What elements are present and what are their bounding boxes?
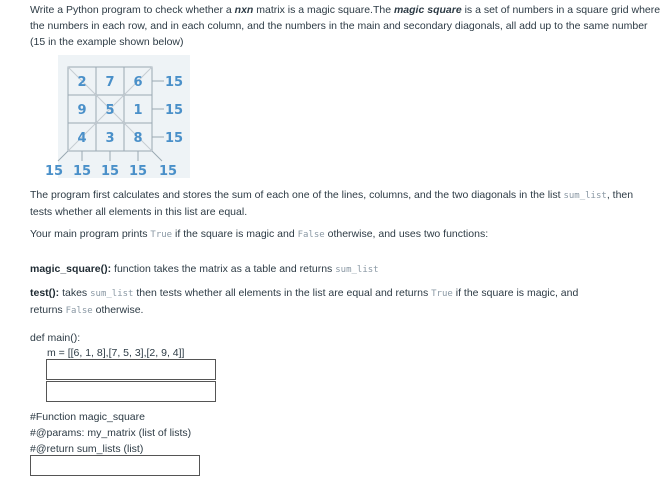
cell-r1c0: 9	[77, 103, 87, 118]
row-sum-0: 15	[165, 75, 184, 90]
def-main: def main():	[30, 332, 81, 344]
comment-2: #@params: my_matrix (list of lists)	[30, 427, 192, 439]
bottom-sum-0: 15	[44, 164, 64, 179]
func2-line-1	[30, 285, 578, 302]
intro-nxn: nxn	[234, 4, 254, 16]
cell-r2c1: 3	[105, 131, 115, 146]
comment-1: #Function magic_square	[30, 411, 145, 423]
func2-text: takes	[59, 287, 91, 299]
cell-r1c2: 1	[133, 103, 143, 118]
intro-line-2: the numbers in each row, and in each column, and the numbers in the main and secondary diagonals, all add up to the same number	[30, 20, 648, 32]
func2-text: otherwise.	[92, 304, 144, 316]
func2-name: test():	[30, 287, 60, 299]
intro-text: Write a Python program to check whether a	[30, 4, 235, 16]
para1-line-1	[30, 187, 633, 204]
bottom-sum-4: 15	[158, 164, 178, 179]
code-true: True	[150, 230, 173, 240]
intro-magic-square: magic square	[393, 4, 462, 16]
bottom-sum-2: 15	[100, 164, 120, 179]
para1-line-2: tests whether all elements in this list are equal.	[30, 206, 248, 218]
code-false: False	[65, 306, 93, 316]
code-sum-list: sum_list	[563, 191, 607, 201]
bottom-sum-1: 15	[72, 164, 92, 179]
intro-line-1	[30, 2, 660, 18]
intro-line-3: (15 in the example shown below)	[30, 36, 184, 48]
comment-3: #@return sum_lists (list)	[30, 443, 144, 455]
matrix-line: m = [[6, 1, 8],[7, 5, 3],[2, 9, 4]]	[47, 347, 185, 359]
func1-line	[30, 261, 379, 278]
cell-r1c1: 5	[105, 103, 115, 118]
row-sum-2: 15	[165, 131, 184, 146]
para2-text: Your main program prints	[30, 228, 151, 240]
para1-text: The program first calculates and stores the sum of each one of the lines, columns, and the two diagonals in the list	[30, 189, 564, 201]
func2-text: if the square is magic, and	[452, 287, 579, 299]
code-sum-list: sum_list	[335, 265, 379, 275]
code-true: True	[431, 289, 453, 299]
intro-text: matrix is a magic square.The	[253, 4, 394, 16]
row-sum-1: 15	[165, 103, 184, 118]
cell-r0c0: 2	[77, 75, 87, 90]
answer-input-3[interactable]	[30, 455, 200, 476]
func2-text: returns	[30, 304, 66, 316]
answer-input-1[interactable]	[46, 359, 216, 380]
bottom-sum-3: 15	[128, 164, 148, 179]
para2-text: if the square is magic and	[172, 228, 298, 240]
cell-r0c1: 7	[105, 75, 115, 90]
func1-name: magic_square():	[30, 263, 112, 275]
code-sum-list: sum_list	[90, 289, 134, 299]
intro-text: is a set of numbers in a square grid where	[461, 4, 661, 16]
code-false: False	[297, 230, 325, 240]
func2-line-2	[30, 302, 143, 319]
cell-r2c2: 8	[133, 131, 143, 146]
func2-text: then tests whether all elements in the list are equal and returns	[133, 287, 432, 299]
para2-text: otherwise, and uses two functions:	[324, 228, 489, 240]
cell-r0c2: 6	[133, 75, 143, 90]
cell-r2c0: 4	[77, 131, 87, 146]
answer-input-2[interactable]	[46, 381, 216, 402]
magic-square-figure	[40, 55, 200, 180]
para2-line	[30, 226, 488, 243]
func1-desc: function takes the matrix as a table and returns	[111, 263, 336, 275]
para1-text: , then	[606, 189, 634, 201]
